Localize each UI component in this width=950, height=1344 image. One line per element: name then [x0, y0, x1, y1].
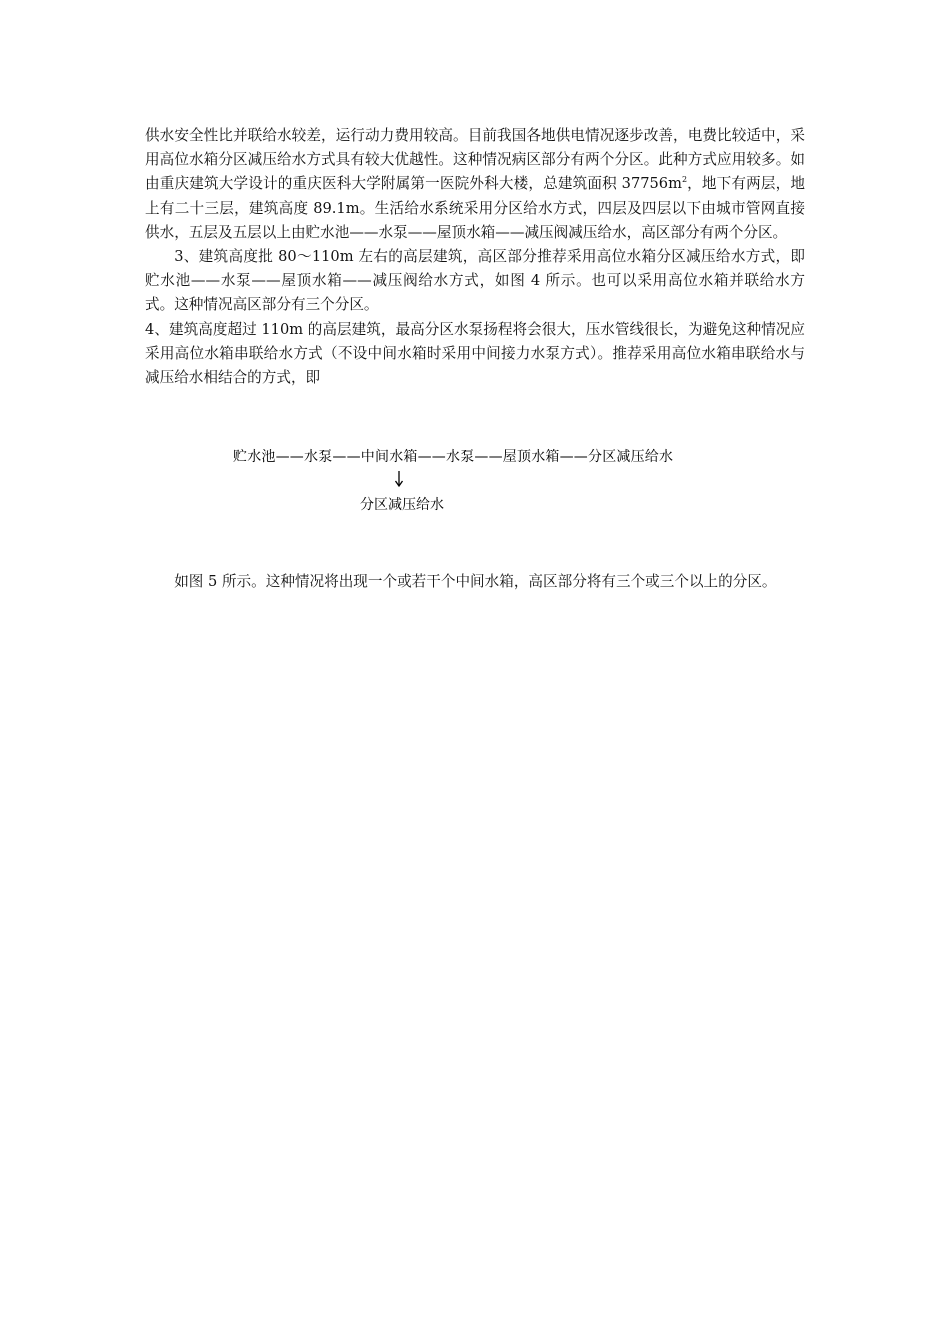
flow-main-line: 贮水池——水泵——中间水箱——水泵——屋顶水箱——分区减压给水 [233, 449, 674, 465]
superscript-2: 2 [681, 175, 688, 185]
flow-branch-label: 分区减压给水 [360, 497, 444, 513]
body-text-lower [145, 570, 805, 594]
paragraph-2: 3、建筑高度批 80～110m 左右的高层建筑，高区部分推荐采用高位水箱分区减压给水方式，即贮水池——水泵——屋顶水箱——减压阀给水方式，如图 4 所示。也可以采用高位水箱并联给水方式。这种情况高区部分有三个分区。 [145, 248, 805, 314]
paragraph-3: 4、建筑高度超过 110m 的高层建筑，最高分区水泵扬程将会很大，压水管线很长，为避免这种情况应采用高位水箱串联给水方式（不设中间水箱时采用中间接力水泵方式）。推荐采用高位水箱串联给水与减压给水相结合的方式，即 [145, 320, 805, 387]
body-text-upper [145, 124, 805, 390]
down-arrow-icon [393, 470, 405, 488]
paragraph-1-text-b: ，地下有两层，地上有二十三层，建筑高度 89.1m。生活给水系统采用分区给水方式，四层及四层以下由城市管网直接供水，五层及五层以上由贮水池——水泵——屋顶水箱——减压阀减压给水，高区部分有两个分区。 [145, 175, 805, 241]
flow-diagram [0, 446, 950, 526]
paragraph-4: 如图 5 所示。这种情况将出现一个或若干个中间水箱，高区部分将有三个或三个以上的分区。 [174, 573, 777, 590]
paragraph-1 [145, 124, 805, 245]
paragraph-1-text-a: 供水安全性比并联给水较差，运行动力费用较高。目前我国各地供电情况逐步改善，电费比较适中，采用高位水箱分区减压给水方式具有较大优越性。这种情况病区部分有两个分区。此种方式应用较多。如由重庆建筑大学设计的重庆医科大学附属第一医院外科大楼，总建筑面积 37756m [145, 127, 805, 193]
